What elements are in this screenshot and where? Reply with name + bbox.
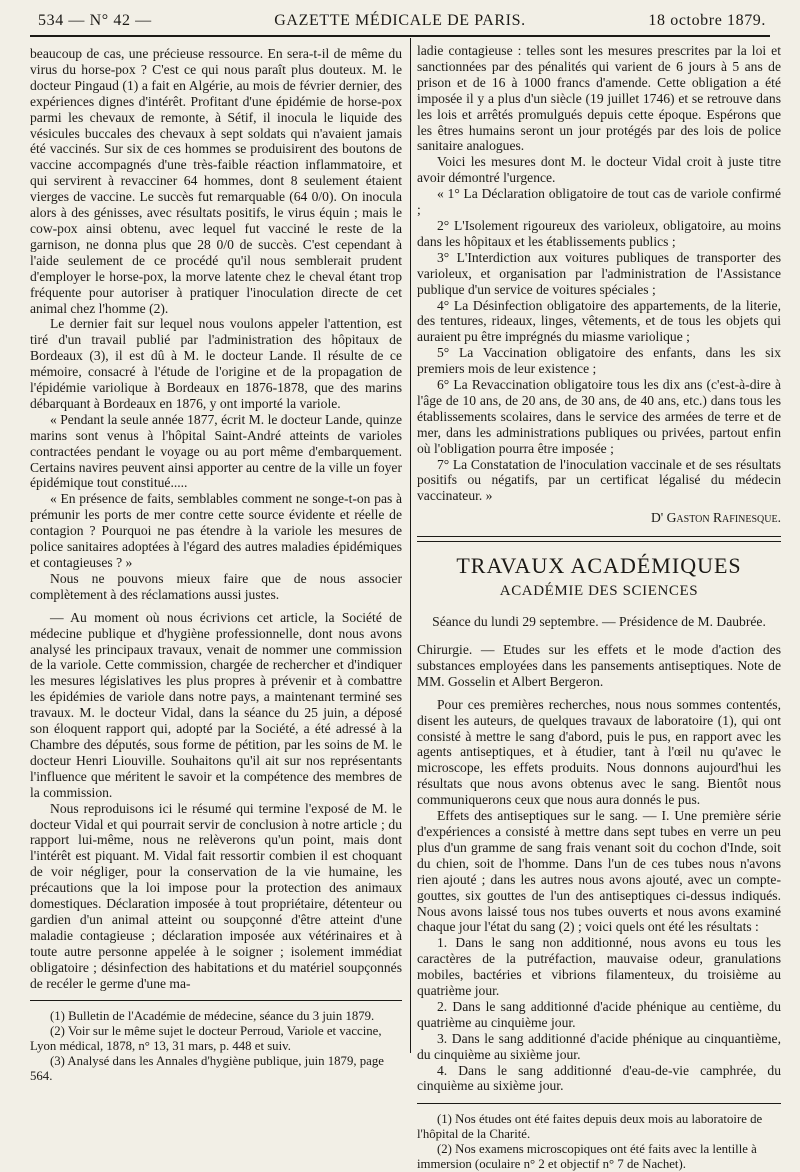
- measure-item: 7° La Constatation de l'inoculation vaccinale et de ses résultats positifs ou négatifs, par un certificat légalisé du médecin vaccinateur. »: [417, 456, 781, 504]
- journal-title: GAZETTE MÉDICALE DE PARIS.: [274, 12, 526, 29]
- header-rule: [30, 35, 770, 37]
- measure-item: 5° La Vaccination obligatoire des enfants, dans les six premiers mois de leur existence ;: [417, 345, 781, 377]
- body-paragraph: beaucoup de cas, une précieuse ressource. En sera-t-il de même du virus du horse-pox ? C'est ce qui nous paraît plus douteux. M. le docteur Pingaud (1) a fait en Algérie, au mois de février dernier, des expériences dignes d'intérêt. Profitant d'une épidémie de horse-pox parmi les chevaux de remonte, à Sétif, il inocula le liquide des vésicules buccales des chevaux à sept soldats qui n'avaient jamais été vaccinés. Sur six de ces hommes se produisirent des boutons de vaccine accompagnés d'une très-faible réaction inflammatoire, et qui servirent à revacciner 64 hommes, dont 8 seulement étaient vierges de vaccine. Le succès fut remarquable (64 0/0). On inocula alors à des génisses, avec résultats positifs, le virus équin ; mais le cow-pox ainsi obtenu, avec lequel fut vacciné le reste de la garnison, ne donna plus que 28 0/0 de succès. C'est cependant à l'aide seulement de ce procédé qu'il nous semblerait prudent d'employer le horse-pox, la morve latente chez le cheval étant trop fréquente pour autoriser à pratiquer l'inoculation directe de cet animal chez l'homme (2).: [30, 46, 402, 316]
- body-paragraph: « Pendant la seule année 1877, écrit M. le docteur Lande, quinze marins sont venus à l'hôpital Saint-André atteints de varioles contractées pendant le voyage ou au port même d'embarquement. Certains navires peuvent ainsi apporter au centre de la ville un foyer épidémique tout constitué.....: [30, 411, 402, 491]
- issue-date: 18 octobre 1879.: [648, 12, 766, 29]
- body-paragraph: Pour ces premières recherches, nous nous sommes contentés, disent les auteurs, de quelques travaux de laboratoire (1), qui ont consisté à mettre le sang d'abord, puis le pus, en rapport avec les agents antiseptiques, et à étudier, tant à l'œil nu qu'avec le microscope, les effets produits. Nous donnons aujourd'hui les résultats que nous avons obtenus avec le sang. Bientôt nous communiquerons ceux que nous aura donnés le pus.: [417, 696, 781, 808]
- article-heading: Chirurgie. — Etudes sur les effets et le mode d'action des substances employées dans les pansements antiseptiques. Note de MM. Gosselin et Albert Bergeron.: [417, 642, 781, 689]
- body-paragraph: — Au moment où nous écrivions cet article, la Société de médecine publique et d'hygiène professionnelle, dont nous avons analysé les principaux travaux, venait de nommer une commission de la variole. Cette commission, chargée de rechercher et d'indiquer les mesures législatives les plus propres à prévenir et à combattre les épidémies de variole dans notre pays, a maintenant terminé ses travaux. M. le docteur Vidal, dans la séance du 25 juin, a déposé son éloquent rapport qui, adopté par la Société, a été adressé à la Chambre des députés, sous forme de pétition, par les soins de M. le docteur Henri Liouville. Souhaitons qu'il ait sur nos représentants l'influence que méritent le savoir et la compétence des membres de la commission.: [30, 609, 402, 800]
- footnote-rule: [417, 1103, 781, 1104]
- column-divider: [410, 38, 411, 1053]
- author-signature: D' Gaston Rafinesque.: [650, 510, 781, 526]
- body-paragraph: Nous ne pouvons mieux faire que de nous associer complètement à des réclamations aussi justes.: [30, 570, 402, 602]
- right-column: [417, 43, 781, 1172]
- footnote: (2) Nos examens microscopiques ont été faits avec la lentille à immersion (oculaire n° 2 et objectif n° 7 de Nachet).: [417, 1142, 757, 1172]
- result-item: 1. Dans le sang non additionné, nous avons eu tous les caractères de la putréfaction, mauvaise odeur, granulations mobiles, bactéries et vibrions filamenteux, du troisième au quatrième jour.: [417, 935, 781, 999]
- result-item: 2. Dans le sang additionné d'acide phénique au centième, du quatrième au cinquième jour.: [417, 998, 781, 1030]
- footnote: (3) Analysé dans les Annales d'hygiène publique, juin 1879, page 564.: [30, 1054, 384, 1084]
- body-paragraph: Effets des antiseptiques sur le sang. — I. Une première série d'expériences a consisté à mettre dans sept tubes en verre un peu plus d'un gramme de sang frais venant soit du cochon d'Inde, soit du chien, soit de l'homme. Dans l'un de ces tubes nous n'avons rien ajouté ; dans les autres nous avons ajouté, avec un compte-gouttes, six gouttes de l'un des antiseptiques ci-dessus indiqués. Nous avons laissé tous nos tubes ouverts et nous avons examiné chaque jour l'état du sang (2) ; voici quels ont été les résultats :: [417, 808, 781, 935]
- footnote: (1) Bulletin de l'Académie de médecine, séance du 3 juin 1879.: [50, 1009, 375, 1024]
- measure-item: 4° La Désinfection obligatoire des appartements, de la literie, des tentures, rideaux, linges, vêtements, et de tous les objets qui auraient pu être imprégnés du miasme variolique ;: [417, 297, 781, 345]
- session-line: Séance du lundi 29 septembre. — Présidence de M. Daubrée.: [432, 614, 766, 630]
- section-subtitle: ACADÉMIE DES SCIENCES: [499, 583, 699, 600]
- footnote: (2) Voir sur le même sujet le docteur Perroud, Variole et vaccine, Lyon médical, 1878, n° 13, 31 mars, p. 448 et suiv.: [30, 1024, 382, 1054]
- body-paragraph: Voici les mesures dont M. le docteur Vidal croit à juste titre avoir démontré l'urgence.: [417, 154, 781, 186]
- measure-item: 2° L'Isolement rigoureux des varioleux, obligatoire, au moins dans les hôpitaux et les établissements publics ;: [417, 217, 781, 249]
- section-rule: [417, 536, 781, 542]
- body-paragraph: ladie contagieuse : telles sont les mesures prescrites par la loi et sanctionnées par des pénalités qui varient de 6 jours à 5 ans de prison et de 16 à 1000 francs d'amende. Cette obligation a été imposée il y a plus d'un siècle (19 juillet 1746) et se retrouve dans les lois et arrêtés promulgués depuis cette époque. Espérons que les êtres humains seront un jour protégés par des lois de police sanitaire analogues.: [417, 43, 781, 154]
- measure-item: 3° L'Interdiction aux voitures publiques de transporter des varioleux, et organisation par l'administration de l'Assistance publique d'un service de voitures spéciales ;: [417, 249, 781, 297]
- result-item: 4. Dans le sang additionné d'eau-de-vie camphrée, du cinquième au sixième jour.: [417, 1062, 781, 1094]
- footnote: (1) Nos études ont été faites depuis deux mois au laboratoire de l'hôpital de la Charité.: [417, 1112, 763, 1142]
- section-title: TRAVAUX ACADÉMIQUES: [456, 553, 742, 579]
- page-number: 534 — N° 42 —: [38, 12, 152, 29]
- measure-item: 6° La Revaccination obligatoire tous les dix ans (c'est-à-dire à l'âge de 10 ans, de 20 ans, de 30 ans, de 40 ans, etc.) dans tous les établissements scolaires, dans le service des armées de terre et de mer, dans les administrations publiques ou privées, partout enfin où l'obligation pourra être imposée ;: [417, 377, 781, 456]
- footnote-rule: [30, 1000, 402, 1001]
- left-column: [30, 46, 402, 1084]
- measure-item: « 1° La Déclaration obligatoire de tout cas de variole confirmé ;: [417, 186, 781, 218]
- body-paragraph: « En présence de faits, semblables comment ne songe-t-on pas à prémunir les ports de mer contre cette source évidente et réelle de contagion ? Pourquoi ne pas étendre à la variole les mesures de police sanitaires adoptées à l'égard des autres maladies épidémiques et contagieuses ? »: [30, 491, 402, 570]
- page-header: [0, 0, 800, 40]
- body-paragraph: Le dernier fait sur lequel nous voulons appeler l'attention, est tiré d'un travail publié par l'administration des hôpitaux de Bordeaux (3), il est dû à M. le docteur Lande. Il résulte de ce mémoire, consacré à l'étude de l'origine et de la propagation de l'épidémie variolique à Bordeaux en 1876-1878, que des marins débarquant à Bordeaux en 1876, y ont importé la variole.: [30, 316, 402, 411]
- body-paragraph: Nous reproduisons ici le résumé qui termine l'exposé de M. le docteur Vidal et qui pourrait servir de conclusion à notre article ; du rapport lui-même, nous ne relèverons qu'un point, mais dont l'intérêt est piquant. M. Vidal fait ressortir combien il est choquant de voir négliger, pour la conservation de la vie humaine, les précautions que la loi impose pour la protection des animaux domestiques. Déclaration imposée à tout propriétaire, détenteur ou gardien d'un animal atteint ou soupçonné d'être atteint d'une maladie contagieuse ; déclaration imposée aux vétérinaires et à toute autre personne appelée à le soigner ; isolement immédiat obligatoire ; désinfection des habitations et du matériel soupçonnés de recéler le germe d'une ma-: [30, 800, 402, 991]
- result-item: 3. Dans le sang additionné d'acide phénique au cinquantième, du cinquième au sixième jour.: [417, 1030, 781, 1062]
